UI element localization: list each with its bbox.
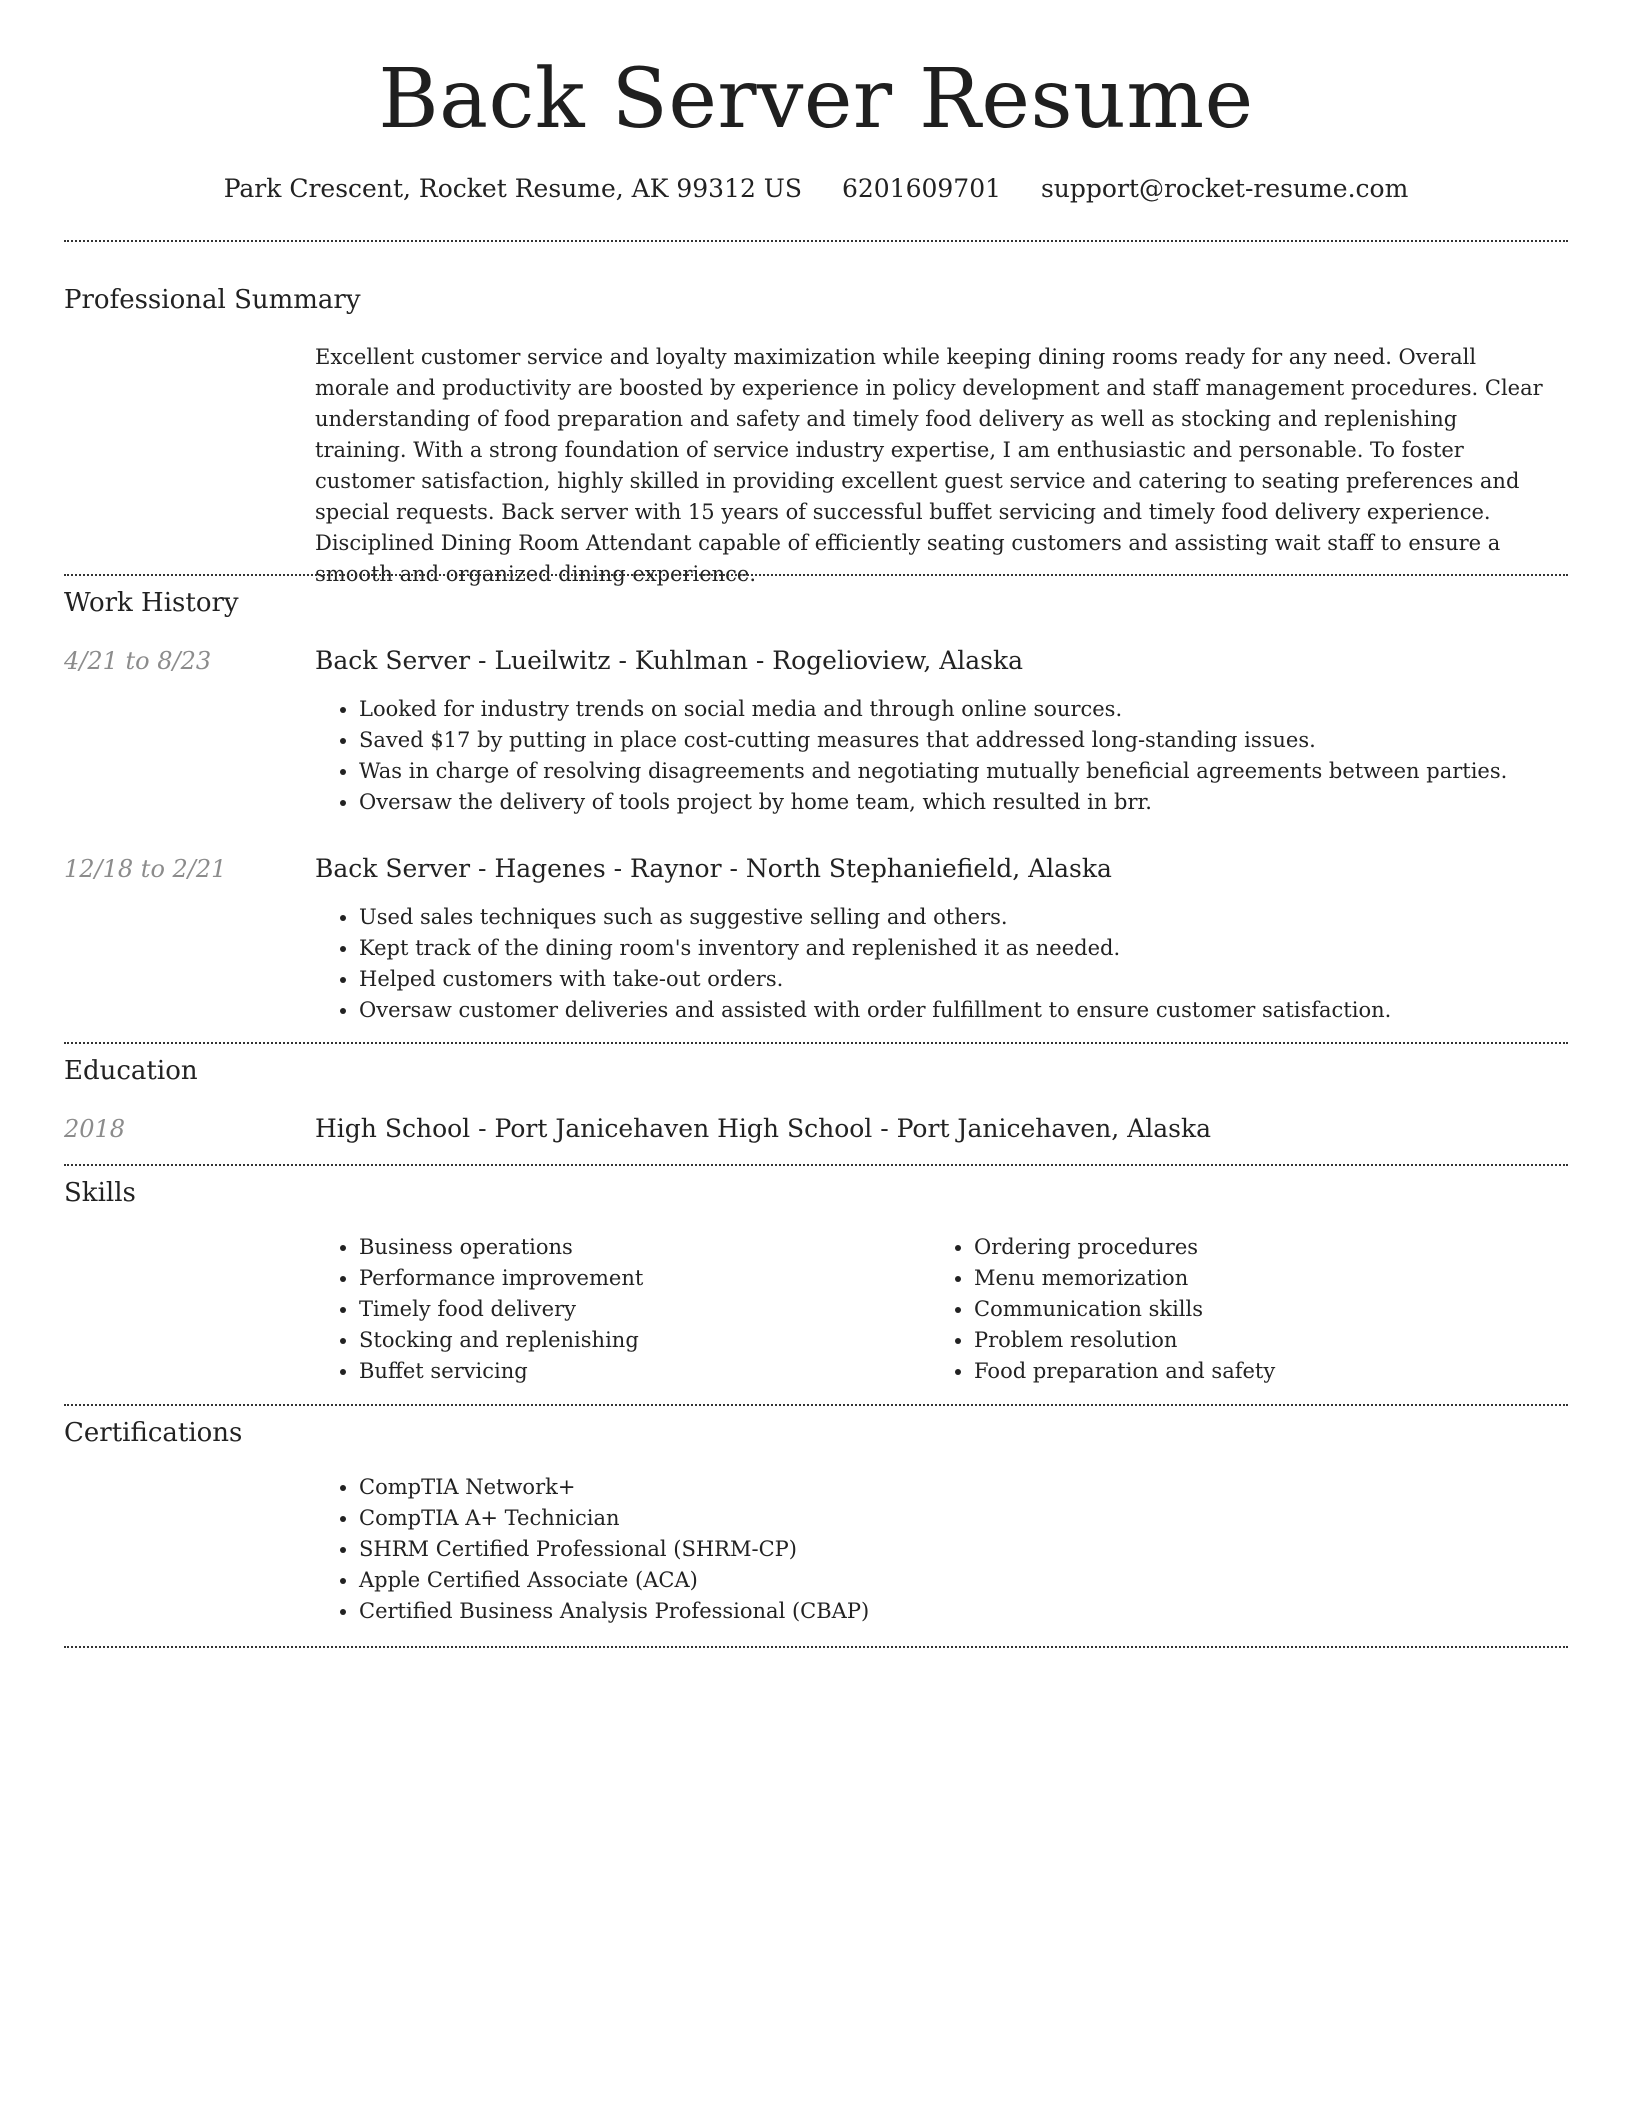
- section-divider: [64, 1164, 1568, 1166]
- list-item: • Communication skills: [974, 1294, 1275, 1325]
- job-title: Back Server - Hagenes - Raynor - North Stephaniefield, Alaska: [315, 854, 1112, 883]
- section-divider: [64, 574, 1568, 576]
- skills-list-right: [930, 1232, 1275, 1387]
- list-item: • Menu memorization: [974, 1263, 1275, 1294]
- section-divider: [64, 1646, 1568, 1648]
- certifications-list: [315, 1472, 869, 1627]
- list-item: • Ordering procedures: [974, 1232, 1275, 1263]
- list-item: • Kept track of the dining room's inventory and replenished it as needed.: [359, 933, 1391, 964]
- contact-email: support@rocket-resume.com: [1040, 174, 1409, 203]
- contact-phone: 6201609701: [841, 174, 1002, 203]
- contact-address: Park Crescent, Rocket Resume, AK 99312 US: [223, 174, 802, 203]
- section-divider: [64, 1042, 1568, 1044]
- education-heading: Education: [64, 1056, 198, 1086]
- list-item: • Food preparation and safety: [974, 1356, 1275, 1387]
- list-item: • CompTIA Network+: [359, 1472, 869, 1503]
- certifications-heading: Certifications: [64, 1418, 243, 1448]
- list-item: • Used sales techniques such as suggestive selling and others.: [359, 902, 1391, 933]
- summary-heading: Professional Summary: [64, 285, 361, 315]
- work-history-heading: Work History: [64, 588, 239, 618]
- list-item: • CompTIA A+ Technician: [359, 1503, 869, 1534]
- list-item: • Buffet servicing: [359, 1356, 643, 1387]
- summary-text: Excellent customer service and loyalty maximization while keeping dining rooms ready for any need. Overall morale and productivity are boosted by experience in policy development and staff management procedures. Clear understanding of food preparation and safety and timely food delivery as well as stocking and replenishing training. With a strong foundation of service industry expertise, I am enthusiastic and personable. To foster customer satisfaction, highly skilled in providing excellent guest service and catering to seating preferences and special requests. Back server with 15 years of successful buffet servicing and timely food delivery experience. Disciplined Dining Room Attendant capable of efficiently seating customers and assisting wait staff to ensure a smooth and organized dining experience.: [315, 345, 1543, 586]
- list-item: • Timely food delivery: [359, 1294, 643, 1325]
- list-item: • Was in charge of resolving disagreements and negotiating mutually beneficial agreements between parties.: [359, 756, 1507, 787]
- list-item: • Business operations: [359, 1232, 643, 1263]
- list-item: • Saved $17 by putting in place cost-cutting measures that addressed long-standing issues.: [359, 725, 1507, 756]
- skills-list-left: [315, 1232, 643, 1387]
- list-item: • Performance improvement: [359, 1263, 643, 1294]
- list-item: • Looked for industry trends on social media and through online sources.: [359, 694, 1507, 725]
- skills-heading: Skills: [64, 1178, 136, 1208]
- list-item: • Certified Business Analysis Professional (CBAP): [359, 1596, 869, 1627]
- job-dates: 12/18 to 2/21: [64, 855, 227, 883]
- list-item: • Oversaw the delivery of tools project by home team, which resulted in brr.: [359, 787, 1507, 818]
- job-bullet-list: [315, 902, 1391, 1026]
- education-title: High School - Port Janicehaven High School - Port Janicehaven, Alaska: [315, 1114, 1212, 1143]
- list-item: • Problem resolution: [974, 1325, 1275, 1356]
- contact-line: [0, 172, 1632, 206]
- education-date: 2018: [64, 1115, 126, 1143]
- section-divider: [64, 240, 1568, 242]
- resume-title: Back Server Resume: [378, 52, 1254, 147]
- list-item: • Helped customers with take-out orders.: [359, 964, 1391, 995]
- list-item: • Oversaw customer deliveries and assisted with order fulfillment to ensure customer satisfaction.: [359, 995, 1391, 1026]
- job-dates: 4/21 to 8/23: [64, 647, 212, 675]
- list-item: • SHRM Certified Professional (SHRM-CP): [359, 1534, 869, 1565]
- list-item: • Stocking and replenishing: [359, 1325, 643, 1356]
- job-bullet-list: [315, 694, 1507, 818]
- job-title: Back Server - Lueilwitz - Kuhlman - Rogelioview, Alaska: [315, 646, 1024, 675]
- section-divider: [64, 1404, 1568, 1406]
- list-item: • Apple Certified Associate (ACA): [359, 1565, 869, 1596]
